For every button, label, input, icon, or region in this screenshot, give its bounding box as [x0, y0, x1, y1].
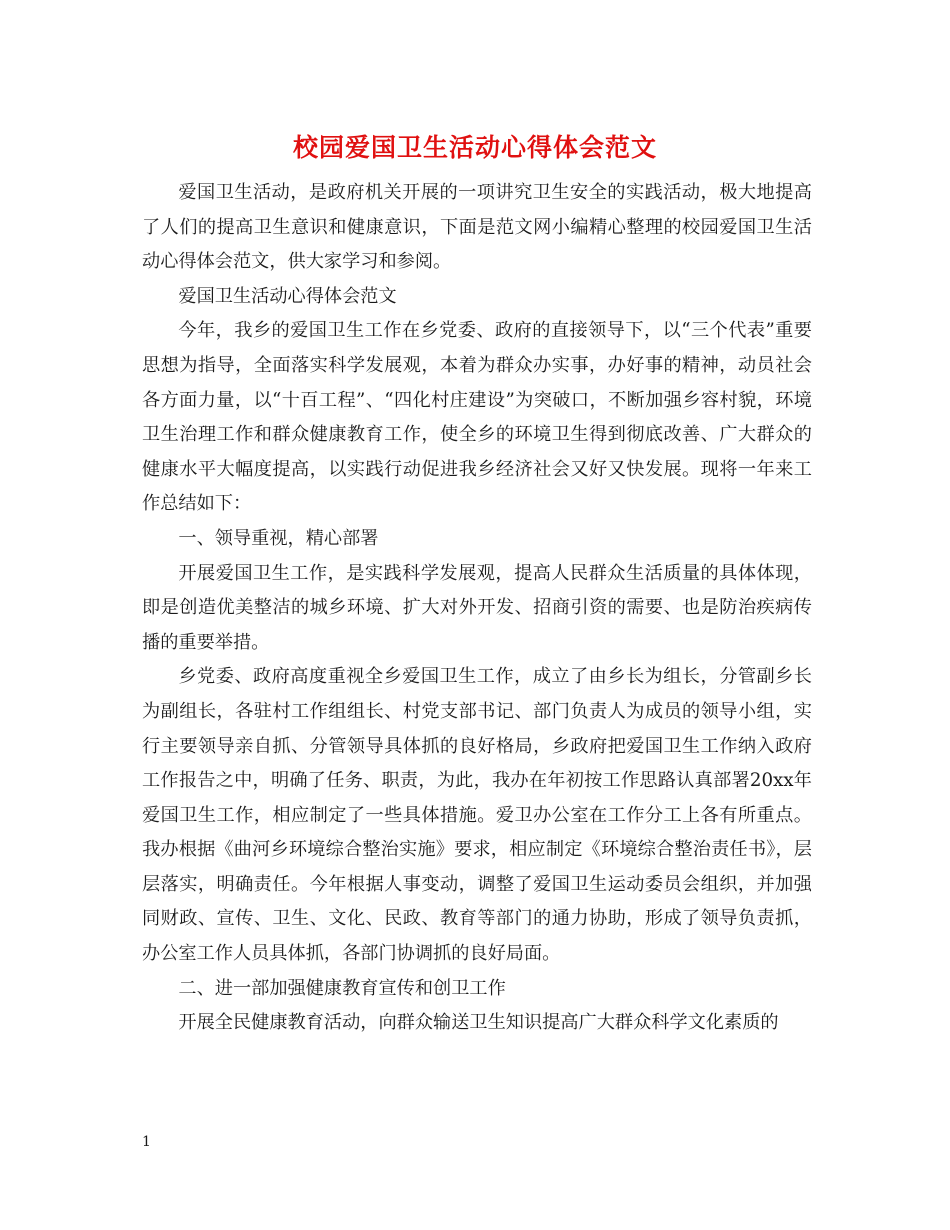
section-heading-1: 一、领导重视，精心部署 [178, 527, 379, 549]
document-title: 校园爱国卫生活动心得体会范文 [292, 133, 657, 162]
paragraph-subtitle: 爱国卫生活动心得体会范文 [178, 285, 397, 307]
section-heading-2: 二、进一部加强健康教育宣传和创卫工作 [178, 977, 506, 999]
paragraph-summary: 今年，我乡的爱国卫生工作在乡党委、政府的直接领导下，以“三个代表”重要思想为指导，全面落实科学发展观，本着为群众办实事，办好事的精神，动员社会各方面力量，以“十百工程”、“四化村庄建设”为突破口，不断加强乡容村貌，环境卫生治理工作和群众健康教育工作，使全乡的环境卫生得到彻底改善、广大群众的健康水平大幅度提高，以实践行动促进我乡经济社会又好又快发展。现将一年来工作总结如下： [142, 320, 812, 515]
paragraph-section-1a: 开展爱国卫生工作，是实践科学发展观，提高人民群众生活质量的具体体现，即是创造优美整洁的城乡环境、扩大对外开发、招商引资的需要、也是防治疾病传播的重要举措。 [142, 562, 812, 653]
paragraph-section-1b: 乡党委、政府高度重视全乡爱国卫生工作，成立了由乡长为组长，分管副乡长为副组长，各驻村工作组组长、村党支部书记、部门负责人为成员的领导小组，实行主要领导亲自抓、分管领导具体抓的良好格局，乡政府把爱国卫生工作纳入政府工作报告之中，明确了任务、职责，为此，我办在年初按工作思路认真部署20xx年爱国卫生工作，相应制定了一些具体措施。爱卫办公室在工作分工上各有所重点。我办根据《曲河乡环境综合整治实施》要求，相应制定《环境综合整治责任书》，层层落实，明确责任。今年根据人事变动，调整了爱国卫生运动委员会组织，并加强同财政、宣传、卫生、文化、民政、教育等部门的通力协助，形成了领导负责抓，办公室工作人员具体抓，各部门协调抓的良好局面。 [142, 666, 812, 965]
paragraph-intro: 爱国卫生活动，是政府机关开展的一项讲究卫生安全的实践活动，极大地提高了人们的提高卫生意识和健康意识，下面是范文网小编精心整理的校园爱国卫生活动心得体会范文，供大家学习和参阅。 [142, 182, 812, 273]
page-number: 1 [142, 1134, 151, 1150]
paragraph-section-2a: 开展全民健康教育活动，向群众输送卫生知识提高广大群众科学文化素质的 [178, 1012, 779, 1034]
document-body [142, 176, 812, 1041]
